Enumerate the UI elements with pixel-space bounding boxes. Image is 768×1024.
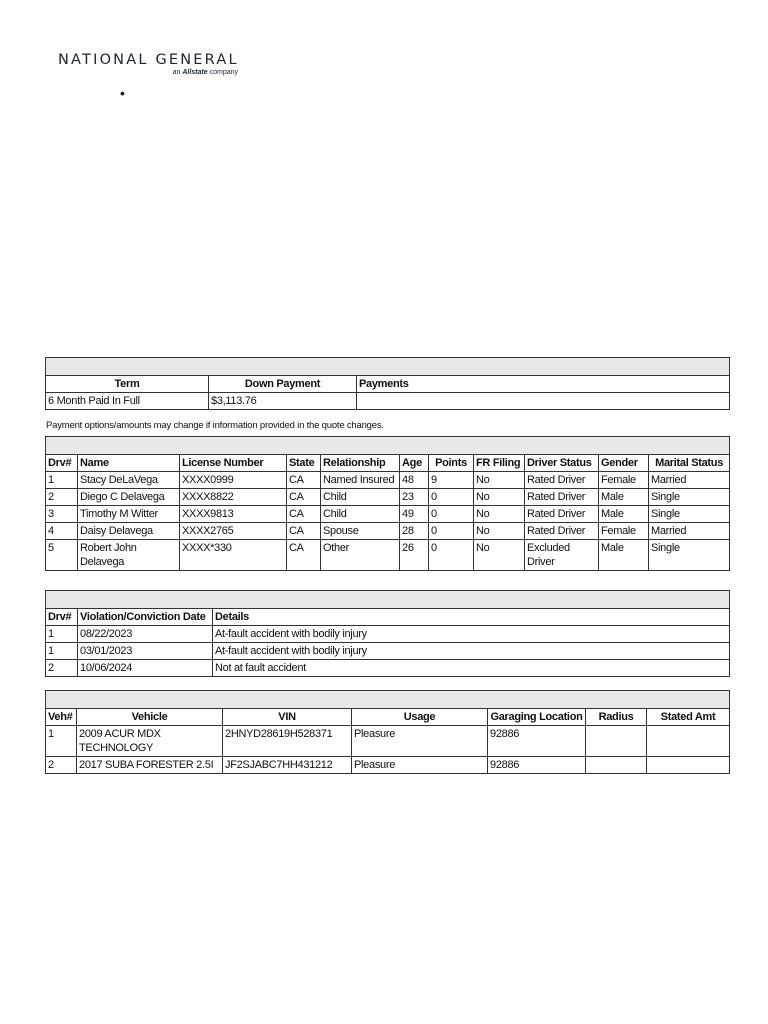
col-header-drv: Drv# <box>46 455 78 472</box>
name-cell: Timothy M Witter <box>78 506 180 523</box>
license-cell: XXXX0999 <box>180 472 287 489</box>
section-header-band <box>46 358 730 376</box>
fr-filing-cell: No <box>474 540 525 571</box>
col-header-vin: VIN <box>223 709 352 726</box>
marital-status-cell: Married <box>649 523 730 540</box>
gender-cell: Female <box>599 472 649 489</box>
violation-date-cell: 08/22/2023 <box>78 626 213 643</box>
table-header-row <box>46 709 730 726</box>
col-header-name: Name <box>78 455 180 472</box>
table-row <box>46 757 730 774</box>
stated-amt-cell <box>647 757 730 774</box>
points-cell: 0 <box>429 506 474 523</box>
col-header-violation-date: Violation/Conviction Date <box>78 609 213 626</box>
name-cell: Robert John Delavega <box>78 540 180 571</box>
gender-cell: Male <box>599 540 649 571</box>
bullet-marker: • <box>120 85 125 101</box>
drv-cell: 2 <box>46 489 78 506</box>
col-header-payments: Payments <box>357 376 730 393</box>
table-row <box>46 489 730 506</box>
usage-cell: Pleasure <box>352 726 488 757</box>
state-cell: CA <box>287 506 321 523</box>
gender-cell: Female <box>599 523 649 540</box>
fr-filing-cell: No <box>474 523 525 540</box>
col-header-garaging-location: Garaging Location <box>488 709 586 726</box>
relationship-cell: Child <box>321 506 400 523</box>
drv-cell: 1 <box>46 643 78 660</box>
age-cell: 48 <box>400 472 429 489</box>
payment-note: Payment options/amounts may change if information provided in the quote changes. <box>46 420 384 431</box>
age-cell: 49 <box>400 506 429 523</box>
table-row <box>46 626 730 643</box>
payments-cell <box>357 393 730 410</box>
name-cell: Daisy Delavega <box>78 523 180 540</box>
col-header-radius: Radius <box>586 709 647 726</box>
col-header-age: Age <box>400 455 429 472</box>
col-header-drv: Drv# <box>46 609 78 626</box>
relationship-cell: Other <box>321 540 400 571</box>
drv-cell: 4 <box>46 523 78 540</box>
drv-cell: 1 <box>46 472 78 489</box>
age-cell: 28 <box>400 523 429 540</box>
vin-cell: 2HNYD28619H528371 <box>223 726 352 757</box>
driver-status-cell: Excluded Driver <box>525 540 599 571</box>
table-header-row <box>46 609 730 626</box>
relationship-cell: Spouse <box>321 523 400 540</box>
drv-cell: 2 <box>46 660 78 677</box>
relationship-cell: Named Insured <box>321 472 400 489</box>
drv-cell: 1 <box>46 626 78 643</box>
vehicle-table <box>45 690 730 774</box>
table-row <box>46 523 730 540</box>
section-header-band <box>46 591 730 609</box>
table-row <box>46 643 730 660</box>
col-header-relationship: Relationship <box>321 455 400 472</box>
details-cell: Not at fault accident <box>213 660 730 677</box>
table-row <box>46 660 730 677</box>
section-header-band <box>46 437 730 455</box>
name-cell: Diego C Delavega <box>78 489 180 506</box>
points-cell: 0 <box>429 489 474 506</box>
fr-filing-cell: No <box>474 472 525 489</box>
col-header-stated-amt: Stated Amt <box>647 709 730 726</box>
garaging-location-cell: 92886 <box>488 726 586 757</box>
col-header-vehicle: Vehicle <box>77 709 223 726</box>
logo-tagline: an Allstate company <box>172 69 238 76</box>
veh-cell: 1 <box>46 726 77 757</box>
driver-table <box>45 436 730 571</box>
table-row <box>46 726 730 757</box>
term-cell: 6 Month Paid In Full <box>46 393 209 410</box>
points-cell: 0 <box>429 523 474 540</box>
col-header-veh: Veh# <box>46 709 77 726</box>
col-header-down-payment: Down Payment <box>209 376 357 393</box>
driver-status-cell: Rated Driver <box>525 506 599 523</box>
table-header-row <box>46 455 730 472</box>
col-header-fr-filing: FR Filing <box>474 455 525 472</box>
points-cell: 0 <box>429 540 474 571</box>
fr-filing-cell: No <box>474 506 525 523</box>
vin-cell: JF2SJABC7HH431212 <box>223 757 352 774</box>
radius-cell <box>586 726 647 757</box>
state-cell: CA <box>287 489 321 506</box>
col-header-term: Term <box>46 376 209 393</box>
veh-cell: 2 <box>46 757 77 774</box>
name-cell: Stacy DeLaVega <box>78 472 180 489</box>
section-header-band <box>46 691 730 709</box>
col-header-points: Points <box>429 455 474 472</box>
table-row <box>46 472 730 489</box>
state-cell: CA <box>287 523 321 540</box>
marital-status-cell: Single <box>649 540 730 571</box>
driver-status-cell: Rated Driver <box>525 472 599 489</box>
details-cell: At-fault accident with bodily injury <box>213 643 730 660</box>
table-row <box>46 393 730 410</box>
radius-cell <box>586 757 647 774</box>
table-row <box>46 506 730 523</box>
marital-status-cell: Married <box>649 472 730 489</box>
marital-status-cell: Single <box>649 489 730 506</box>
logo-wordmark: NATIONAL GENERAL <box>58 52 239 68</box>
col-header-marital-status: Marital Status <box>649 455 730 472</box>
vehicle-cell: 2009 ACUR MDX TECHNOLOGY <box>77 726 223 757</box>
national-general-logo <box>58 52 248 76</box>
state-cell: CA <box>287 472 321 489</box>
col-header-details: Details <box>213 609 730 626</box>
license-cell: XXXX2765 <box>180 523 287 540</box>
gender-cell: Male <box>599 489 649 506</box>
driver-status-cell: Rated Driver <box>525 489 599 506</box>
drv-cell: 3 <box>46 506 78 523</box>
violation-table <box>45 590 730 677</box>
drv-cell: 5 <box>46 540 78 571</box>
relationship-cell: Child <box>321 489 400 506</box>
details-cell: At-fault accident with bodily injury <box>213 626 730 643</box>
col-header-gender: Gender <box>599 455 649 472</box>
stated-amt-cell <box>647 726 730 757</box>
driver-status-cell: Rated Driver <box>525 523 599 540</box>
col-header-driver-status: Driver Status <box>525 455 599 472</box>
fr-filing-cell: No <box>474 489 525 506</box>
payment-table <box>45 357 730 410</box>
col-header-usage: Usage <box>352 709 488 726</box>
table-row <box>46 540 730 571</box>
col-header-state: State <box>287 455 321 472</box>
points-cell: 9 <box>429 472 474 489</box>
license-cell: XXXX8822 <box>180 489 287 506</box>
garaging-location-cell: 92886 <box>488 757 586 774</box>
vehicle-cell: 2017 SUBA FORESTER 2.5I <box>77 757 223 774</box>
state-cell: CA <box>287 540 321 571</box>
age-cell: 23 <box>400 489 429 506</box>
license-cell: XXXX*330 <box>180 540 287 571</box>
license-cell: XXXX9813 <box>180 506 287 523</box>
gender-cell: Male <box>599 506 649 523</box>
violation-date-cell: 03/01/2023 <box>78 643 213 660</box>
usage-cell: Pleasure <box>352 757 488 774</box>
violation-date-cell: 10/06/2024 <box>78 660 213 677</box>
col-header-license: License Number <box>180 455 287 472</box>
table-header-row <box>46 376 730 393</box>
marital-status-cell: Single <box>649 506 730 523</box>
age-cell: 26 <box>400 540 429 571</box>
down-payment-cell: $3,113.76 <box>209 393 357 410</box>
